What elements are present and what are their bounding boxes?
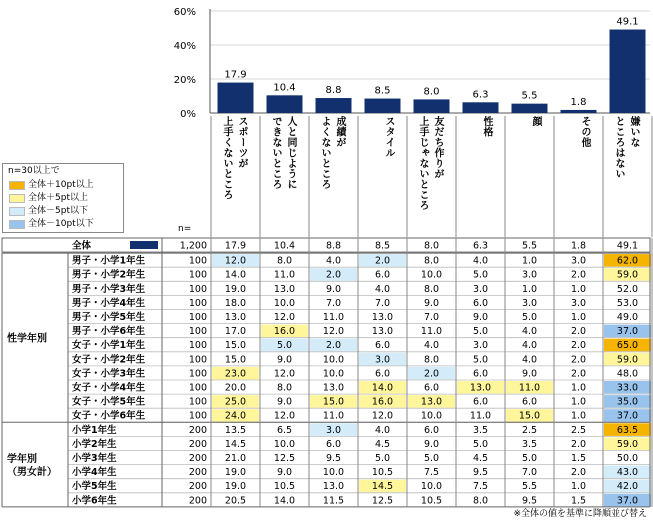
bar — [267, 95, 303, 113]
table-cell-value: 2.5 — [570, 424, 587, 436]
table-cell-value: 14.0 — [273, 495, 296, 507]
table-row-n: 100 — [188, 396, 207, 408]
table-cell-value: 4.0 — [374, 424, 391, 436]
bar-value-label: 5.5 — [521, 90, 538, 102]
bar-value-label: 6.3 — [472, 89, 489, 101]
legend-item — [9, 205, 88, 217]
category-label: 人と同じように できないところ — [270, 116, 296, 190]
table-cell-value: 9.0 — [276, 354, 293, 366]
table-cell-value: 4.5 — [472, 453, 489, 464]
table-row-n: 100 — [188, 410, 207, 422]
table-cell-value: 6.0 — [374, 368, 391, 380]
table-cell-value: 5.0 — [472, 269, 489, 281]
table-row-n: 100 — [188, 382, 207, 394]
table-row-label: 女子・小学3年生 — [72, 368, 146, 380]
legend-label: 全体－5pt以下 — [28, 206, 88, 216]
legend-title: n=30以上で — [8, 166, 60, 176]
table-row-n: 100 — [188, 326, 207, 338]
table-cell-value: 15.0 — [224, 354, 247, 366]
table-cell-value: 8.0 — [276, 382, 293, 394]
table-row-n: 200 — [188, 424, 207, 436]
table-row-n: 200 — [188, 438, 207, 450]
table-cell-value: 7.0 — [374, 297, 391, 309]
table-cell-value: 42.0 — [616, 481, 639, 493]
table-cell-value: 9.5 — [521, 495, 538, 507]
table-cell-value: 3.0 — [570, 297, 587, 309]
table-row-n: 100 — [188, 297, 207, 309]
bar — [561, 110, 597, 113]
total-row-n: 1,200 — [179, 240, 207, 252]
table-cell-value: 16.0 — [371, 396, 394, 408]
table-cell-value: 9.0 — [521, 368, 538, 380]
table-cell-value: 16.0 — [273, 326, 296, 338]
table-row-label: 小学4年生 — [72, 467, 117, 479]
n-label: n= — [178, 224, 192, 234]
table-row-label: 男子・小学6年生 — [72, 326, 146, 338]
table-cell-value: 10.5 — [371, 467, 394, 479]
table-cell-value: 19.0 — [224, 283, 247, 295]
table-row-label: 男子・小学3年生 — [72, 283, 146, 295]
table-cell-value: 7.5 — [423, 467, 440, 479]
table-cell-value: 9.0 — [276, 467, 293, 479]
table-cell-value: 10.5 — [420, 495, 443, 507]
table-cell-value: 10.0 — [420, 481, 443, 493]
table-cell-value: 2.0 — [423, 368, 440, 380]
table-cell-value: 9.0 — [472, 312, 489, 323]
table-cell-value: 3.0 — [521, 297, 538, 309]
table-cell-value: 17.0 — [224, 326, 247, 338]
legend-item — [9, 218, 94, 230]
table-cell-value: 6.0 — [472, 396, 489, 408]
table-cell-value: 2.0 — [570, 269, 587, 281]
table-row-label: 女子・小学4年生 — [72, 382, 146, 394]
table-cell-value: 10.0 — [273, 297, 296, 309]
group-label: （男女計） — [7, 467, 57, 479]
table-cell-value: 1.0 — [570, 312, 587, 323]
table-cell-value: 8.0 — [472, 495, 489, 507]
table-cell-value: 2.0 — [374, 255, 391, 267]
group-label: 性学年別 — [7, 333, 47, 345]
table-cell-value: 1.0 — [521, 283, 538, 295]
bar — [512, 104, 548, 113]
legend — [2, 163, 124, 233]
table-cell-value: 4.0 — [521, 326, 538, 338]
table-cell-value: 24.0 — [224, 410, 247, 422]
table-cell-value: 3.0 — [374, 354, 391, 366]
table-cell-value: 4.0 — [521, 354, 538, 366]
total-row-value: 8.8 — [325, 240, 342, 252]
table-cell-value: 9.0 — [325, 283, 342, 295]
table-row-label: 女子・小学2年生 — [72, 354, 146, 366]
table-cell-value: 43.0 — [616, 467, 639, 479]
table-row-n: 200 — [188, 453, 207, 464]
table-cell-value: 48.0 — [616, 368, 639, 380]
table-cell-value: 52.0 — [616, 283, 639, 295]
bar-value-label: 10.4 — [273, 82, 296, 94]
table-cell-value: 2.0 — [570, 326, 587, 338]
category-label: その他 — [579, 116, 590, 148]
table-cell-value: 4.0 — [521, 340, 538, 352]
table-row-label: 男子・小学1年生 — [72, 255, 146, 267]
table-cell-value: 6.0 — [325, 438, 342, 450]
table-cell-value: 59.0 — [616, 269, 639, 281]
table-cell-value: 9.5 — [325, 453, 342, 464]
table-cell-value: 12.0 — [273, 368, 296, 380]
table-cell-value: 5.0 — [521, 453, 538, 464]
table-row-label: 女子・小学6年生 — [72, 410, 146, 422]
table-row-label: 男子・小学2年生 — [72, 269, 146, 281]
table-cell-value: 14.5 — [371, 481, 394, 493]
table-cell-value: 6.0 — [374, 340, 391, 352]
table-cell-value: 6.0 — [521, 396, 538, 408]
table-row-n: 100 — [188, 269, 207, 281]
table-cell-value: 11.0 — [273, 269, 296, 281]
table-cell-value: 1.5 — [570, 453, 587, 464]
table-cell-value: 9.0 — [423, 438, 440, 450]
table-cell-value: 63.5 — [616, 424, 639, 436]
table-cell-value: 21.0 — [224, 453, 247, 464]
table-row-label: 小学5年生 — [72, 481, 117, 493]
table-cell-value: 14.0 — [371, 382, 394, 394]
table-cell-value: 1.0 — [570, 410, 587, 422]
category-label: 性格 — [481, 116, 492, 137]
table-cell-value: 65.0 — [616, 340, 639, 352]
bar-value-label: 1.8 — [570, 96, 587, 108]
table-cell-value: 4.0 — [374, 283, 391, 295]
bar-value-label: 8.8 — [325, 85, 342, 97]
total-row-label: 全体 — [72, 240, 92, 252]
table-cell-value: 4.0 — [472, 255, 489, 267]
table-cell-value: 4.5 — [374, 438, 391, 450]
table-cell-value: 2.0 — [325, 340, 342, 352]
legend-item — [9, 192, 88, 204]
table-cell-value: 11.0 — [322, 410, 345, 422]
table-cell-value: 6.5 — [276, 424, 293, 436]
total-row-value: 8.5 — [374, 240, 391, 252]
bar-value-label: 8.5 — [374, 85, 391, 97]
table-cell-value: 49.0 — [616, 312, 639, 323]
table-cell-value: 2.0 — [325, 269, 342, 281]
y-tick-label: 0% — [180, 109, 196, 120]
total-row-bar-swatch — [130, 241, 158, 249]
total-row-value: 1.8 — [570, 240, 587, 252]
legend-swatch — [9, 207, 25, 216]
table-cell-value: 5.0 — [423, 453, 440, 464]
bar — [218, 83, 254, 113]
table-cell-value: 15.0 — [224, 340, 247, 352]
category-label: 嫌いな ところはない — [613, 116, 639, 179]
total-row-value: 10.4 — [273, 240, 296, 252]
table-cell-value: 2.5 — [521, 424, 538, 436]
table-cell-value: 50.0 — [616, 453, 639, 464]
bar — [316, 98, 352, 113]
y-tick-label: 20% — [173, 75, 196, 86]
bar — [365, 99, 401, 113]
table-cell-value: 13.0 — [322, 481, 345, 493]
table-cell-value: 1.0 — [570, 382, 587, 394]
table-cell-value: 3.0 — [570, 255, 587, 267]
table-cell-value: 9.0 — [423, 297, 440, 309]
bar — [463, 102, 499, 113]
table-cell-value: 20.0 — [224, 382, 247, 394]
table-row-label: 男子・小学4年生 — [72, 297, 146, 309]
table-cell-value: 8.0 — [423, 255, 440, 267]
table-cell-value: 37.0 — [616, 495, 639, 507]
table-cell-value: 12.0 — [322, 326, 345, 338]
table-cell-value: 13.5 — [224, 424, 247, 436]
bar — [414, 99, 450, 113]
table-cell-value: 3.0 — [472, 283, 489, 295]
bar-value-label: 49.1 — [616, 16, 639, 28]
table-cell-value: 5.0 — [472, 326, 489, 338]
table-cell-value: 5.0 — [521, 312, 538, 323]
table-cell-value: 10.0 — [322, 368, 345, 380]
table-cell-value: 10.0 — [420, 410, 443, 422]
table-cell-value: 25.0 — [224, 396, 247, 408]
table-cell-value: 8.0 — [423, 283, 440, 295]
table-cell-value: 9.0 — [276, 396, 293, 408]
table-cell-value: 11.5 — [322, 495, 345, 507]
table-cell-value: 14.0 — [224, 269, 247, 281]
legend-swatch — [9, 220, 25, 229]
table-cell-value: 1.0 — [570, 283, 587, 295]
table-cell-value: 2.0 — [570, 368, 587, 380]
table-cell-value: 18.0 — [224, 297, 247, 309]
table-cell-value: 11.0 — [322, 312, 345, 323]
total-row-value: 6.3 — [472, 240, 489, 252]
table-cell-value: 14.5 — [224, 438, 247, 450]
table-cell-value: 5.5 — [521, 481, 538, 493]
table-row-n: 100 — [188, 255, 207, 267]
table-cell-value: 13.0 — [420, 396, 443, 408]
table-row-label: 男子・小学5年生 — [72, 312, 146, 323]
legend-label: 全体＋5pt以上 — [28, 193, 88, 203]
table-cell-value: 10.0 — [420, 269, 443, 281]
table-cell-value: 2.0 — [570, 354, 587, 366]
table-cell-value: 1.5 — [570, 495, 587, 507]
table-cell-value: 59.0 — [616, 354, 639, 366]
table-cell-value: 1.0 — [570, 481, 587, 493]
total-row-value: 8.0 — [423, 240, 440, 252]
table-cell-value: 10.0 — [322, 354, 345, 366]
table-cell-value: 20.5 — [224, 495, 247, 507]
table-cell-value: 15.0 — [518, 410, 541, 422]
table-cell-value: 6.0 — [472, 297, 489, 309]
table-cell-value: 11.0 — [518, 382, 541, 394]
table-row-n: 200 — [188, 467, 207, 479]
total-row-value: 49.1 — [616, 240, 639, 252]
table-cell-value: 5.0 — [276, 340, 293, 352]
table-cell-value: 11.0 — [420, 326, 443, 338]
table-row-n: 200 — [188, 495, 207, 507]
table-row-label: 女子・小学1年生 — [72, 340, 146, 352]
table-cell-value: 8.0 — [276, 255, 293, 267]
table-cell-value: 12.5 — [371, 495, 394, 507]
table-cell-value: 12.5 — [273, 453, 296, 464]
legend-label: 全体＋10pt以上 — [28, 180, 94, 190]
table-cell-value: 12.0 — [273, 312, 296, 323]
table-cell-value: 2.0 — [570, 340, 587, 352]
table-cell-value: 6.0 — [423, 424, 440, 436]
bar — [610, 30, 646, 113]
table-cell-value: 13.0 — [371, 326, 394, 338]
table-cell-value: 12.0 — [273, 410, 296, 422]
y-tick-label: 60% — [173, 7, 196, 18]
table-cell-value: 35.0 — [616, 396, 639, 408]
table-row-label: 女子・小学5年生 — [72, 396, 146, 408]
table-cell-value: 6.0 — [472, 368, 489, 380]
category-label: スタイル — [383, 116, 394, 158]
table-cell-value: 3.5 — [472, 424, 489, 436]
table-row-label: 小学3年生 — [72, 453, 117, 464]
table-row-n: 200 — [188, 481, 207, 493]
table-cell-value: 10.0 — [322, 467, 345, 479]
table-cell-value: 7.0 — [325, 297, 342, 309]
table-cell-value: 59.0 — [616, 438, 639, 450]
table-cell-value: 23.0 — [224, 368, 247, 380]
table-cell-value: 11.0 — [469, 410, 492, 422]
table-cell-value: 10.0 — [273, 438, 296, 450]
legend-swatch — [9, 181, 25, 190]
legend-label: 全体－10pt以下 — [28, 219, 94, 229]
table-cell-value: 7.0 — [423, 312, 440, 323]
table-cell-value: 5.0 — [472, 438, 489, 450]
table-cell-value: 6.0 — [374, 269, 391, 281]
table-cell-value: 3.0 — [472, 340, 489, 352]
table-cell-value: 2.0 — [570, 467, 587, 479]
table-row-n: 100 — [188, 340, 207, 352]
category-label: スポーツが 上手くないところ — [221, 116, 247, 200]
table-cell-value: 4.0 — [423, 340, 440, 352]
table-cell-value: 12.0 — [224, 255, 247, 267]
table-cell-value: 37.0 — [616, 410, 639, 422]
category-label: 成績が よくないところ — [319, 116, 345, 190]
table-cell-value: 5.0 — [374, 453, 391, 464]
table-cell-value: 33.0 — [616, 382, 639, 394]
table-cell-value: 37.0 — [616, 326, 639, 338]
table-cell-value: 1.0 — [521, 255, 538, 267]
table-cell-value: 2.0 — [570, 438, 587, 450]
table-cell-value: 13.0 — [224, 312, 247, 323]
group-label: 学年別 — [7, 454, 37, 466]
table-cell-value: 3.0 — [325, 424, 342, 436]
bar-value-label: 17.9 — [224, 69, 247, 81]
table-row-label: 小学2年生 — [72, 438, 117, 450]
table-row-n: 100 — [188, 283, 207, 295]
table-cell-value: 8.0 — [423, 354, 440, 366]
table-cell-value: 5.0 — [472, 354, 489, 366]
table-cell-value: 3.5 — [521, 438, 538, 450]
total-row-value: 17.9 — [224, 240, 247, 252]
table-cell-value: 19.0 — [224, 481, 247, 493]
category-label: 友だち作りが 上手じゃないところ — [417, 116, 443, 211]
y-tick-label: 40% — [173, 41, 196, 52]
table-cell-value: 1.0 — [570, 396, 587, 408]
table-cell-value: 13.0 — [469, 382, 492, 394]
table-row-n: 100 — [188, 368, 207, 380]
table-cell-value: 53.0 — [616, 297, 639, 309]
table-cell-value: 13.0 — [273, 283, 296, 295]
table-row-label: 小学6年生 — [72, 495, 117, 507]
table-cell-value: 13.0 — [371, 312, 394, 323]
table-cell-value: 19.0 — [224, 467, 247, 479]
table-cell-value: 7.0 — [521, 467, 538, 479]
table-row-label: 小学1年生 — [72, 424, 117, 436]
table-cell-value: 3.0 — [521, 269, 538, 281]
table-cell-value: 15.0 — [322, 396, 345, 408]
table-cell-value: 6.0 — [423, 382, 440, 394]
footnote: ※全体の値を基準に降順並び替え — [513, 509, 647, 519]
category-label: 顔 — [530, 116, 541, 127]
total-row-value: 5.5 — [521, 240, 538, 252]
legend-swatch — [9, 194, 25, 203]
table-cell-value: 62.0 — [616, 255, 639, 267]
table-cell-value: 9.5 — [472, 467, 489, 479]
table-cell-value: 12.0 — [371, 410, 394, 422]
table-row-n: 100 — [188, 354, 207, 366]
bar-value-label: 8.0 — [423, 86, 440, 98]
table-cell-value: 7.5 — [472, 481, 489, 493]
table-cell-value: 10.5 — [273, 481, 296, 493]
table-row-n: 100 — [188, 312, 207, 323]
table-cell-value: 13.0 — [322, 382, 345, 394]
table-cell-value: 4.0 — [325, 255, 342, 267]
legend-item — [9, 179, 94, 191]
